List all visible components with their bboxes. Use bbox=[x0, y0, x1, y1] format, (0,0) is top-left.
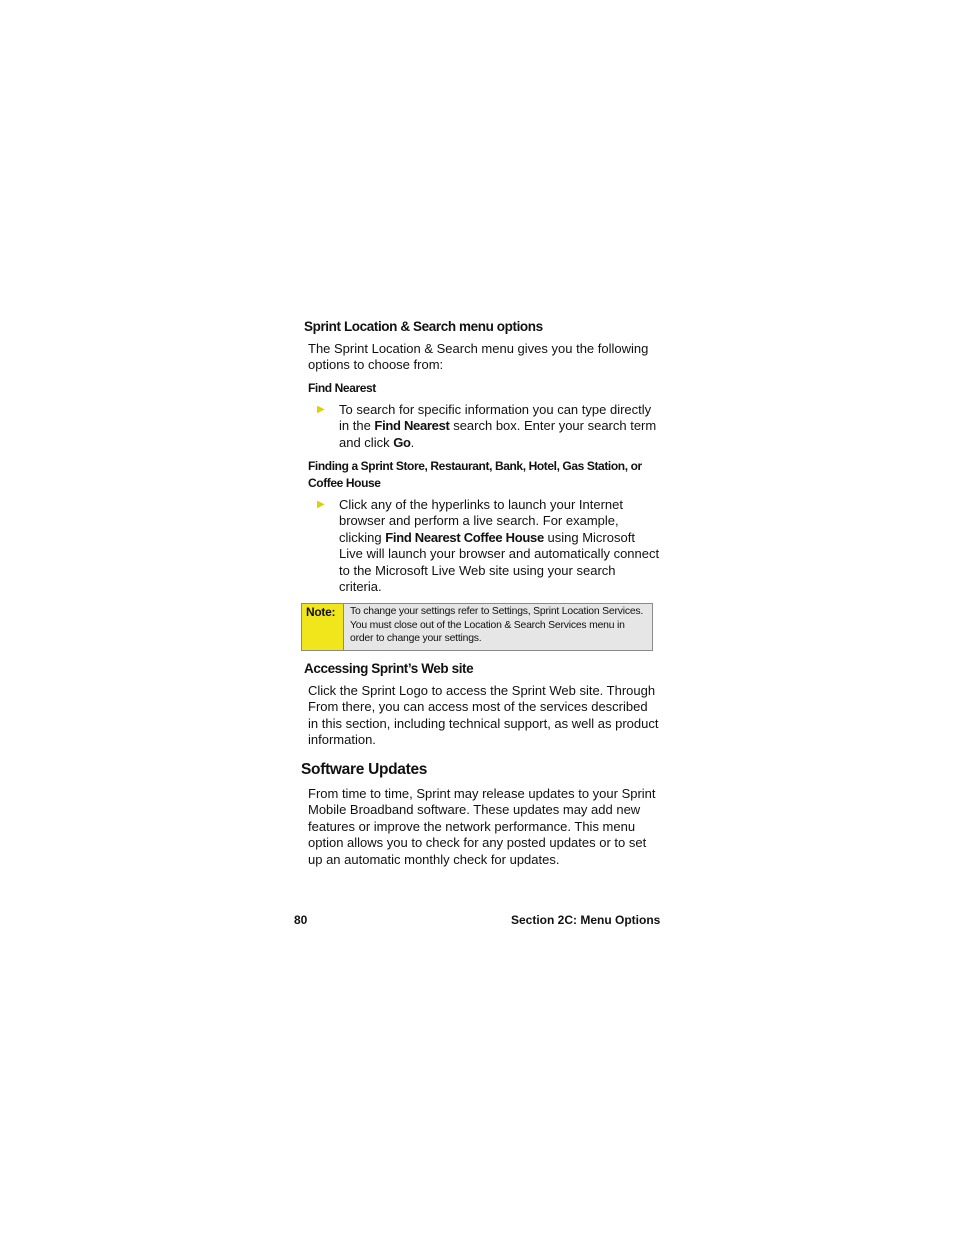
find-nearest-coffee-house-term: Find Nearest Coffee House bbox=[385, 529, 544, 545]
heading-location-search: Sprint Location & Search menu options bbox=[304, 319, 543, 334]
page-number: 80 bbox=[294, 913, 308, 927]
go-term: Go bbox=[393, 434, 411, 450]
find-nearest-term: Find Nearest bbox=[374, 418, 450, 434]
bullet-arrow-icon: ▶ bbox=[317, 404, 325, 415]
heading-software-updates: Software Updates bbox=[301, 761, 428, 778]
finding-store-bullet-text: Click any of the hyperlinks to launch your Internet browser and perform a live search. For example, clicking Find Nearest Coffee House using Microsoft Live will launch your browser and automatically connect to the Microsoft Live Web site using your search criteria. bbox=[339, 497, 660, 595]
section-label: Section 2C: Menu Options bbox=[511, 913, 661, 927]
note-box bbox=[301, 603, 653, 651]
find-nearest-bullet-text: To search for specific information you can type directly in the Find Nearest search box. Enter your search term and click Go. bbox=[339, 402, 657, 450]
heading-finding-store: Finding a Sprint Store, Restaurant, Bank, Hotel, Gas Station, or Coffee House bbox=[308, 459, 642, 490]
software-updates-body: From time to time, Sprint may release updates to your Sprint Mobile Broadband software. These updates may add new features or improve the network performance. This menu option allows you to check for any posted updates or to set up an automatic monthly check for updates. bbox=[308, 786, 656, 867]
web-site-body: Click the Sprint Logo to access the Sprint Web site. Through From there, you can access most of the services described in this section, including technical support, as well as product information. bbox=[308, 683, 659, 748]
location-search-intro: The Sprint Location & Search menu gives you the following options to choose from: bbox=[308, 341, 649, 373]
note-label: Note: bbox=[302, 604, 344, 650]
note-text: To change your settings refer to Settings, Sprint Location Services. You must close out of the Location & Search Services menu in order to change your settings. bbox=[350, 606, 644, 645]
heading-web-site: Accessing Sprint’s Web site bbox=[304, 661, 474, 676]
heading-find-nearest: Find Nearest bbox=[308, 381, 376, 395]
bullet-arrow-icon: ▶ bbox=[317, 499, 325, 510]
